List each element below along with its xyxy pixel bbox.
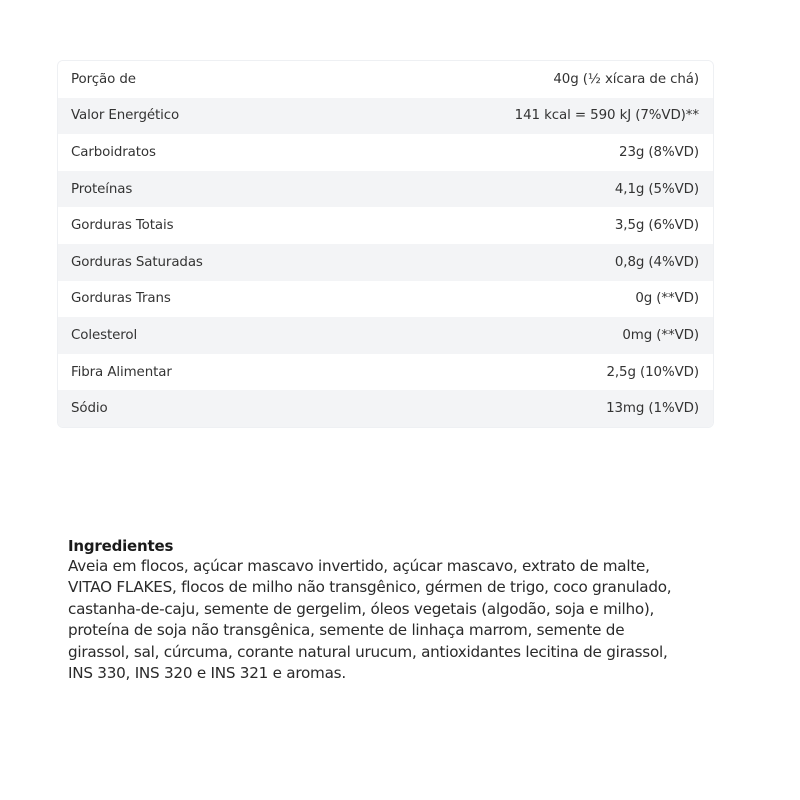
nutrient-value: 2,5g (10%VD) <box>606 364 699 380</box>
nutrient-value: 4,1g (5%VD) <box>614 181 699 197</box>
nutrient-value: 0mg (**VD) <box>622 327 699 343</box>
nutrition-row-portion <box>58 61 713 98</box>
ingredients-section <box>68 536 748 684</box>
nutrient-value: 13mg (1%VD) <box>606 401 699 417</box>
ingredients-line: proteína de soja não transgênica, semente de linhaça marrom, semente de <box>68 621 625 640</box>
ingredients-line: girassol, sal, cúrcuma, corante natural urucum, antioxidantes lecitina de girassol, <box>68 642 668 661</box>
ingredients-text <box>68 556 748 684</box>
ingredients-line: VITAO FLAKES, flocos de milho não transgênico, gérmen de trigo, coco granulado, <box>68 578 672 597</box>
nutrient-value: 141 kcal = 590 kJ (7%VD)** <box>514 108 699 124</box>
nutrient-value: 40g (½ xícara de chá) <box>553 71 699 87</box>
nutrition-row-sodium <box>58 390 713 427</box>
ingredients-line: INS 330, INS 320 e INS 321 e aromas. <box>68 664 346 683</box>
ingredients-line: castanha-de-caju, semente de gergelim, óleos vegetais (algodão, soja e milho), <box>68 599 655 618</box>
nutrient-label: Fibra Alimentar <box>71 364 172 380</box>
ingredients-title: Ingredientes <box>68 537 174 555</box>
nutrient-value: 3,5g (6%VD) <box>614 218 699 234</box>
nutrition-row-cholesterol <box>58 317 713 354</box>
nutrition-row-proteins <box>58 171 713 208</box>
nutrient-label: Gorduras Trans <box>71 291 171 307</box>
nutrient-value: 0,8g (4%VD) <box>614 254 699 270</box>
nutrition-row-fiber <box>58 354 713 391</box>
nutrient-label: Valor Energético <box>71 108 180 124</box>
nutrition-row-total-fat <box>58 207 713 244</box>
nutrient-label: Carboidratos <box>71 144 156 160</box>
nutrient-value: 0g (**VD) <box>635 291 699 307</box>
nutrient-label: Colesterol <box>71 327 138 343</box>
nutrient-label: Gorduras Totais <box>71 218 174 234</box>
nutrient-label: Gorduras Saturadas <box>71 254 203 270</box>
nutrient-label: Porção de <box>71 71 136 87</box>
nutrient-label: Sódio <box>71 401 108 417</box>
nutrition-row-carbohydrates <box>58 134 713 171</box>
nutrition-row-saturated-fat <box>58 244 713 281</box>
ingredients-line: Aveia em flocos, açúcar mascavo invertido, açúcar mascavo, extrato de malte, <box>68 557 650 575</box>
nutrition-row-energy <box>58 98 713 135</box>
nutrient-label: Proteínas <box>71 181 133 197</box>
nutrient-value: 23g (8%VD) <box>619 144 699 160</box>
nutrition-row-trans-fat <box>58 281 713 318</box>
nutrition-table <box>57 60 714 428</box>
